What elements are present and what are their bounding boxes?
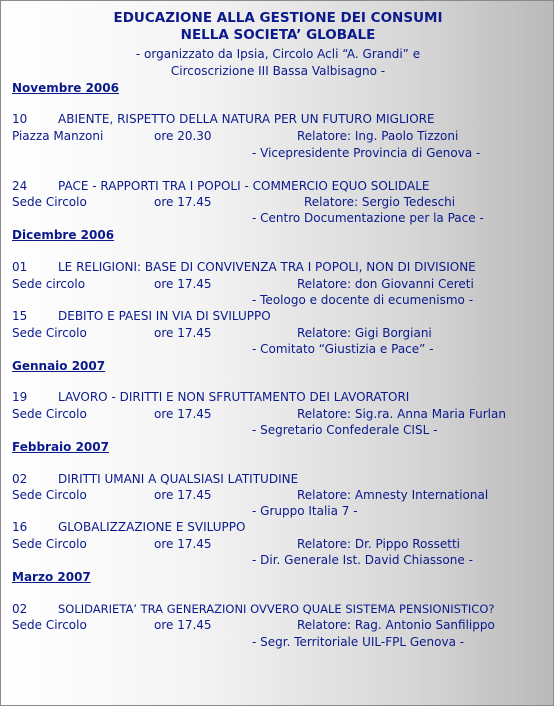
event-speaker-affiliation: - Segretario Confederale CISL - — [252, 423, 438, 437]
event-location: Sede Circolo — [12, 326, 87, 340]
event-time: ore 17.45 — [154, 537, 212, 551]
event-speaker: Relatore: Rag. Antonio Sanfilippo — [297, 618, 495, 632]
event-topic: GLOBALIZZAZIONE E SVILUPPO — [58, 520, 246, 534]
event-time: ore 17.45 — [154, 195, 212, 209]
event-day: 15 — [12, 309, 28, 323]
event-speaker: Relatore: Ing. Paolo Tizzoni — [297, 129, 459, 143]
month-heading: Gennaio 2007 — [12, 359, 106, 373]
event-speaker-affiliation: - Teologo e docente di ecumenismo - — [252, 293, 474, 307]
flyer-title-line-2: NELLA SOCIETA’ GLOBALE — [180, 27, 376, 43]
event-topic: LE RELIGIONI: BASE DI CONVIVENZA TRA I POPOLI, NON DI DIVISIONE — [58, 260, 476, 274]
event-location: Sede Circolo — [12, 488, 87, 502]
event-day: 16 — [12, 520, 28, 534]
event-topic: SOLIDARIETA’ TRA GENERAZIONI OVVERO QUALE SISTEMA PENSIONISTICO? — [58, 602, 495, 616]
event-speaker-affiliation: - Comitato “Giustizia e Pace” - — [252, 342, 434, 356]
event-speaker-affiliation: - Vicepresidente Provincia di Genova - — [252, 146, 481, 160]
event-time: ore 20.30 — [154, 129, 212, 143]
organizer-line-2: Circoscrizione III Bassa Valbisagno - — [170, 64, 386, 78]
event-speaker: Relatore: Gigi Borgiani — [297, 326, 432, 340]
event-time: ore 17.45 — [154, 407, 212, 421]
event-speaker: Relatore: don Giovanni Cereti — [297, 277, 474, 291]
event-location: Sede Circolo — [12, 618, 87, 632]
event-topic: PACE - RAPPORTI TRA I POPOLI - COMMERCIO EQUO SOLIDALE — [58, 179, 430, 193]
event-location: Piazza Manzoni — [12, 129, 104, 143]
event-location: Sede Circolo — [12, 407, 87, 421]
event-day: 02 — [12, 472, 28, 486]
event-speaker-affiliation: - Segr. Territoriale UIL-FPL Genova - — [252, 635, 465, 649]
month-heading: Febbraio 2007 — [12, 440, 109, 454]
month-heading: Dicembre 2006 — [12, 228, 115, 242]
event-day: 01 — [12, 260, 28, 274]
event-location: Sede Circolo — [12, 537, 87, 551]
event-time: ore 17.45 — [154, 618, 212, 632]
event-day: 02 — [12, 602, 28, 616]
event-topic: DIRITTI UMANI A QUALSIASI LATITUDINE — [58, 472, 299, 486]
organizer-line-1: - organizzato da Ipsia, Circolo Acli “A. Grandi” e — [135, 47, 421, 61]
event-day: 24 — [12, 179, 28, 193]
event-speaker: Relatore: Amnesty International — [297, 488, 489, 502]
event-speaker-affiliation: - Gruppo Italia 7 - — [252, 504, 358, 518]
event-topic: LAVORO - DIRITTI E NON SFRUTTAMENTO DEI LAVORATORI — [58, 390, 410, 404]
event-speaker-affiliation: - Centro Documentazione per la Pace - — [252, 211, 484, 225]
event-time: ore 17.45 — [154, 277, 212, 291]
event-speaker-affiliation: - Dir. Generale Ist. David Chiassone - — [252, 553, 473, 567]
event-topic: ABIENTE, RISPETTO DELLA NATURA PER UN FUTURO MIGLIORE — [58, 112, 435, 126]
event-time: ore 17.45 — [154, 326, 212, 340]
event-day: 10 — [12, 112, 28, 126]
flyer-title-line-1: EDUCAZIONE ALLA GESTIONE DEI CONSUMI — [113, 10, 443, 26]
event-topic: DEBITO E PAESI IN VIA DI SVILUPPO — [58, 309, 271, 323]
event-location: Sede circolo — [12, 277, 86, 291]
event-location: Sede Circolo — [12, 195, 87, 209]
event-speaker: Relatore: Dr. Pippo Rossetti — [297, 537, 460, 551]
event-day: 19 — [12, 390, 28, 404]
event-speaker: Relatore: Sig.ra. Anna Maria Furlan — [297, 407, 506, 421]
month-heading: Marzo 2007 — [12, 570, 91, 584]
month-heading: Novembre 2006 — [12, 81, 119, 95]
event-time: ore 17.45 — [154, 488, 212, 502]
event-speaker: Relatore: Sergio Tedeschi — [304, 195, 456, 209]
